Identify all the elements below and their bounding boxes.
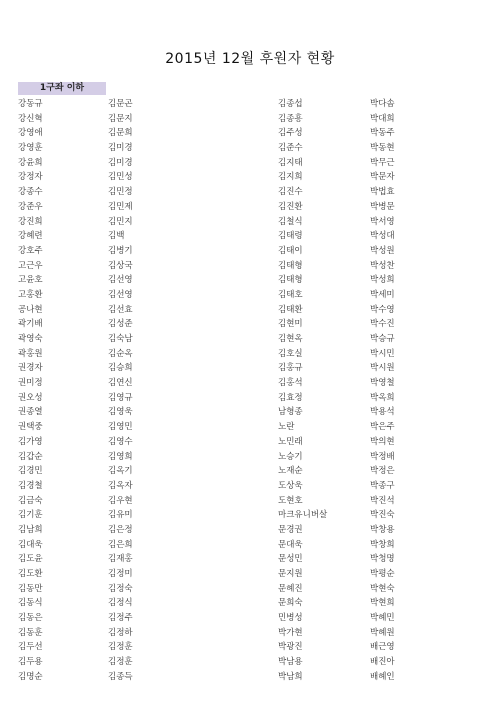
donor-name: 김정숙 bbox=[108, 583, 133, 594]
donor-name: 김진환 bbox=[278, 201, 303, 212]
donor-name: 강동규 bbox=[18, 99, 43, 109]
donor-name: 김정하 bbox=[108, 627, 133, 638]
donor-name: 김영욱 bbox=[108, 407, 133, 418]
donor-name: 김성준 bbox=[108, 319, 133, 330]
donor-name: 김병기 bbox=[108, 245, 133, 256]
donor-name: 김준수 bbox=[278, 143, 303, 154]
donor-name: 강종수 bbox=[18, 187, 43, 198]
donor-name: 김미경 bbox=[108, 143, 133, 154]
donor-name: 김상국 bbox=[108, 260, 133, 271]
donor-name: 김동훈 bbox=[18, 627, 43, 638]
donor-name: 김민제 bbox=[108, 201, 133, 212]
donor-name: 김홍석 bbox=[278, 378, 303, 389]
donor-name: 김미경 bbox=[108, 157, 133, 168]
donor-name: 김도윤 bbox=[18, 554, 43, 565]
donor-name: 박영철 bbox=[370, 378, 395, 389]
donor-name: 김효정 bbox=[278, 392, 303, 403]
donor-name: 김갑순 bbox=[18, 451, 43, 462]
donor-name: 김영민 bbox=[108, 422, 133, 433]
donor-name: 문성민 bbox=[278, 554, 303, 565]
donor-name: 노재순 bbox=[278, 466, 303, 477]
donor-name: 강윤희 bbox=[18, 157, 43, 168]
donor-name: 김지희 bbox=[278, 172, 303, 183]
donor-name: 김승희 bbox=[108, 363, 133, 374]
donor-name: 박서영 bbox=[370, 216, 395, 227]
donor-name: 박무근 bbox=[370, 157, 395, 168]
donor-name: 김홍규 bbox=[278, 363, 303, 374]
donor-name: 남형종 bbox=[278, 407, 303, 418]
donor-name: 권종열 bbox=[18, 407, 43, 418]
donor-name: 김현미 bbox=[278, 319, 303, 330]
donor-name: 박진숙 bbox=[370, 510, 395, 521]
donor-name: 강영애 bbox=[18, 128, 43, 139]
donor-name: 김순옥 bbox=[108, 348, 133, 359]
donor-name: 김현옥 bbox=[278, 334, 303, 344]
donor-name: 배진아 bbox=[370, 657, 395, 668]
donor-name: 박은주 bbox=[370, 422, 395, 433]
donor-name: 강정자 bbox=[18, 172, 43, 183]
donor-name: 김선영 bbox=[108, 289, 133, 300]
donor-name: 박창용 bbox=[370, 524, 395, 535]
donor-name: 김동은 bbox=[18, 613, 43, 624]
donor-name: 강호주 bbox=[18, 245, 43, 256]
donor-name: 고윤호 bbox=[18, 275, 43, 286]
donor-name: 박세미 bbox=[370, 289, 395, 300]
donor-name: 노민래 bbox=[278, 436, 303, 447]
name-column-1 bbox=[18, 97, 43, 685]
donor-name: 박의현 bbox=[370, 436, 395, 447]
donor-name: 박동주 bbox=[370, 128, 395, 139]
donor-name: 도상욱 bbox=[278, 480, 303, 491]
donor-name: 마크유니버살 bbox=[278, 510, 328, 521]
donor-name: 김문지 bbox=[108, 113, 133, 124]
donor-name: 김선효 bbox=[108, 304, 133, 315]
donor-name: 박광진 bbox=[278, 642, 303, 653]
donor-name: 박정은 bbox=[370, 466, 395, 477]
donor-name: 박진석 bbox=[370, 495, 395, 506]
donor-name: 강영훈 bbox=[18, 143, 43, 154]
donor-name: 박종구 bbox=[370, 480, 395, 491]
donor-name: 김기훈 bbox=[18, 510, 43, 521]
donor-name: 노승기 bbox=[278, 451, 303, 462]
donor-name: 김정훈 bbox=[108, 657, 133, 668]
donor-name: 강신혁 bbox=[18, 113, 43, 124]
donor-name: 고근우 bbox=[18, 260, 43, 271]
donor-name: 김경민 bbox=[18, 466, 43, 477]
donor-name: 문대욱 bbox=[278, 539, 303, 550]
donor-name: 박창희 bbox=[370, 539, 395, 550]
donor-name: 김태형 bbox=[278, 275, 303, 286]
donor-name: 김두선 bbox=[18, 642, 43, 653]
donor-name: 김주성 bbox=[278, 128, 303, 139]
donor-name: 강준우 bbox=[18, 201, 43, 212]
donor-name: 김민지 bbox=[108, 216, 133, 227]
donor-name: 김민정 bbox=[108, 187, 133, 198]
donor-name: 김진수 bbox=[278, 187, 303, 198]
donor-name: 박승규 bbox=[370, 334, 395, 344]
donor-name: 김태환 bbox=[278, 304, 303, 315]
donor-name: 김두용 bbox=[18, 657, 43, 668]
donor-name: 김영수 bbox=[108, 436, 133, 447]
donor-name: 김연신 bbox=[108, 378, 133, 389]
donor-name: 박수진 bbox=[370, 319, 395, 330]
donor-name: 김지태 bbox=[278, 157, 303, 168]
donor-name: 강혜련 bbox=[18, 231, 43, 242]
donor-name: 김정훈 bbox=[108, 642, 133, 653]
donor-name: 김정미 bbox=[108, 569, 133, 579]
donor-name: 박혜민 bbox=[370, 613, 395, 624]
page-title: 2015년 12월 후원자 현황 bbox=[165, 51, 335, 67]
donor-name: 박다솜 bbox=[370, 99, 395, 109]
donor-name: 박성희 bbox=[370, 275, 395, 286]
donor-name: 김재홍 bbox=[108, 554, 133, 565]
donor-name: 박법효 bbox=[370, 187, 395, 198]
donor-name: 강진희 bbox=[18, 216, 43, 227]
donor-name: 박혜원 bbox=[370, 627, 395, 638]
donor-name: 권경자 bbox=[18, 363, 43, 374]
donor-name: 노란 bbox=[278, 422, 295, 433]
donor-name: 고홍환 bbox=[18, 289, 43, 300]
donor-name: 김대욱 bbox=[18, 539, 43, 550]
donor-name: 김숙남 bbox=[108, 334, 133, 344]
donor-name: 박용석 bbox=[370, 407, 395, 418]
donor-name: 박문자 bbox=[370, 172, 395, 183]
donor-name: 박남희 bbox=[278, 671, 303, 682]
donor-name: 배혜인 bbox=[370, 671, 395, 682]
donor-name: 김정식 bbox=[108, 598, 133, 609]
name-column-2 bbox=[108, 97, 133, 685]
donor-name: 김은정 bbox=[108, 524, 133, 535]
donor-name: 권택중 bbox=[18, 422, 43, 433]
donor-name: 김경철 bbox=[18, 480, 43, 491]
donor-name: 김종흥 bbox=[278, 113, 303, 124]
donor-name: 곽기배 bbox=[18, 319, 43, 330]
donor-name: 김우현 bbox=[108, 495, 133, 506]
donor-name: 도현호 bbox=[278, 495, 303, 506]
section-label: 1구좌 이하 bbox=[18, 82, 106, 95]
donor-name: 박성원 bbox=[370, 245, 395, 256]
donor-name: 김백 bbox=[108, 231, 125, 242]
donor-name: 박성대 bbox=[370, 231, 395, 242]
donor-name: 김옥기 bbox=[108, 466, 133, 477]
donor-name: 김영규 bbox=[108, 392, 133, 403]
donor-name: 박평순 bbox=[370, 569, 395, 579]
donor-name: 김동식 bbox=[18, 598, 43, 609]
donor-name: 김태령 bbox=[278, 231, 303, 242]
donor-name: 김옥자 bbox=[108, 480, 133, 491]
donor-name: 박현희 bbox=[370, 598, 395, 609]
donor-name: 박시원 bbox=[370, 363, 395, 374]
donor-name: 박현숙 bbox=[370, 583, 395, 594]
donor-name: 김금숙 bbox=[18, 495, 43, 506]
donor-name: 김정주 bbox=[108, 613, 133, 624]
donor-name: 김태형 bbox=[278, 260, 303, 271]
name-column-4 bbox=[370, 97, 395, 685]
donor-name: 권오성 bbox=[18, 392, 43, 403]
donor-name: 박동현 bbox=[370, 143, 395, 154]
donor-name: 김철식 bbox=[278, 216, 303, 227]
donor-name: 김태호 bbox=[278, 289, 303, 300]
donor-name: 박가현 bbox=[278, 627, 303, 638]
donor-name: 문지원 bbox=[278, 569, 303, 579]
donor-name: 김호실 bbox=[278, 348, 303, 359]
name-column-3 bbox=[278, 97, 327, 685]
donor-name: 김문희 bbox=[108, 128, 133, 139]
donor-name: 김가영 bbox=[18, 436, 43, 447]
donor-name: 박대희 bbox=[370, 113, 395, 124]
donor-name: 박시민 bbox=[370, 348, 395, 359]
donor-name: 박정배 bbox=[370, 451, 395, 462]
donor-name: 김남희 bbox=[18, 524, 43, 535]
donor-name: 권미정 bbox=[18, 378, 43, 389]
donor-name: 공나현 bbox=[18, 304, 43, 315]
donor-name: 곽홍원 bbox=[18, 348, 43, 359]
donor-name: 김동만 bbox=[18, 583, 43, 594]
donor-name: 김명순 bbox=[18, 671, 43, 682]
donor-name: 김태이 bbox=[278, 245, 303, 256]
donor-name: 김민성 bbox=[108, 172, 133, 183]
donor-name: 김은희 bbox=[108, 539, 133, 550]
donor-name: 박성찬 bbox=[370, 260, 395, 271]
donor-name: 문혜진 bbox=[278, 583, 303, 594]
donor-name: 김유미 bbox=[108, 510, 133, 521]
donor-name: 김문곤 bbox=[108, 99, 133, 109]
donor-name: 박수영 bbox=[370, 304, 395, 315]
donor-name: 박병문 bbox=[370, 201, 395, 212]
donor-name: 문경권 bbox=[278, 524, 303, 535]
donor-name: 곽영숙 bbox=[18, 334, 43, 344]
donor-name: 박남용 bbox=[278, 657, 303, 668]
donor-name: 김종득 bbox=[108, 671, 133, 682]
donor-name: 김종섭 bbox=[278, 99, 303, 109]
donor-name: 민병성 bbox=[278, 613, 303, 624]
donor-name: 박옥희 bbox=[370, 392, 395, 403]
donor-name: 문희숙 bbox=[278, 598, 303, 609]
donor-name: 김선영 bbox=[108, 275, 133, 286]
donor-name: 배근영 bbox=[370, 642, 395, 653]
donor-name: 김도환 bbox=[18, 569, 43, 579]
donor-name: 김영희 bbox=[108, 451, 133, 462]
donor-name: 박청명 bbox=[370, 554, 395, 565]
